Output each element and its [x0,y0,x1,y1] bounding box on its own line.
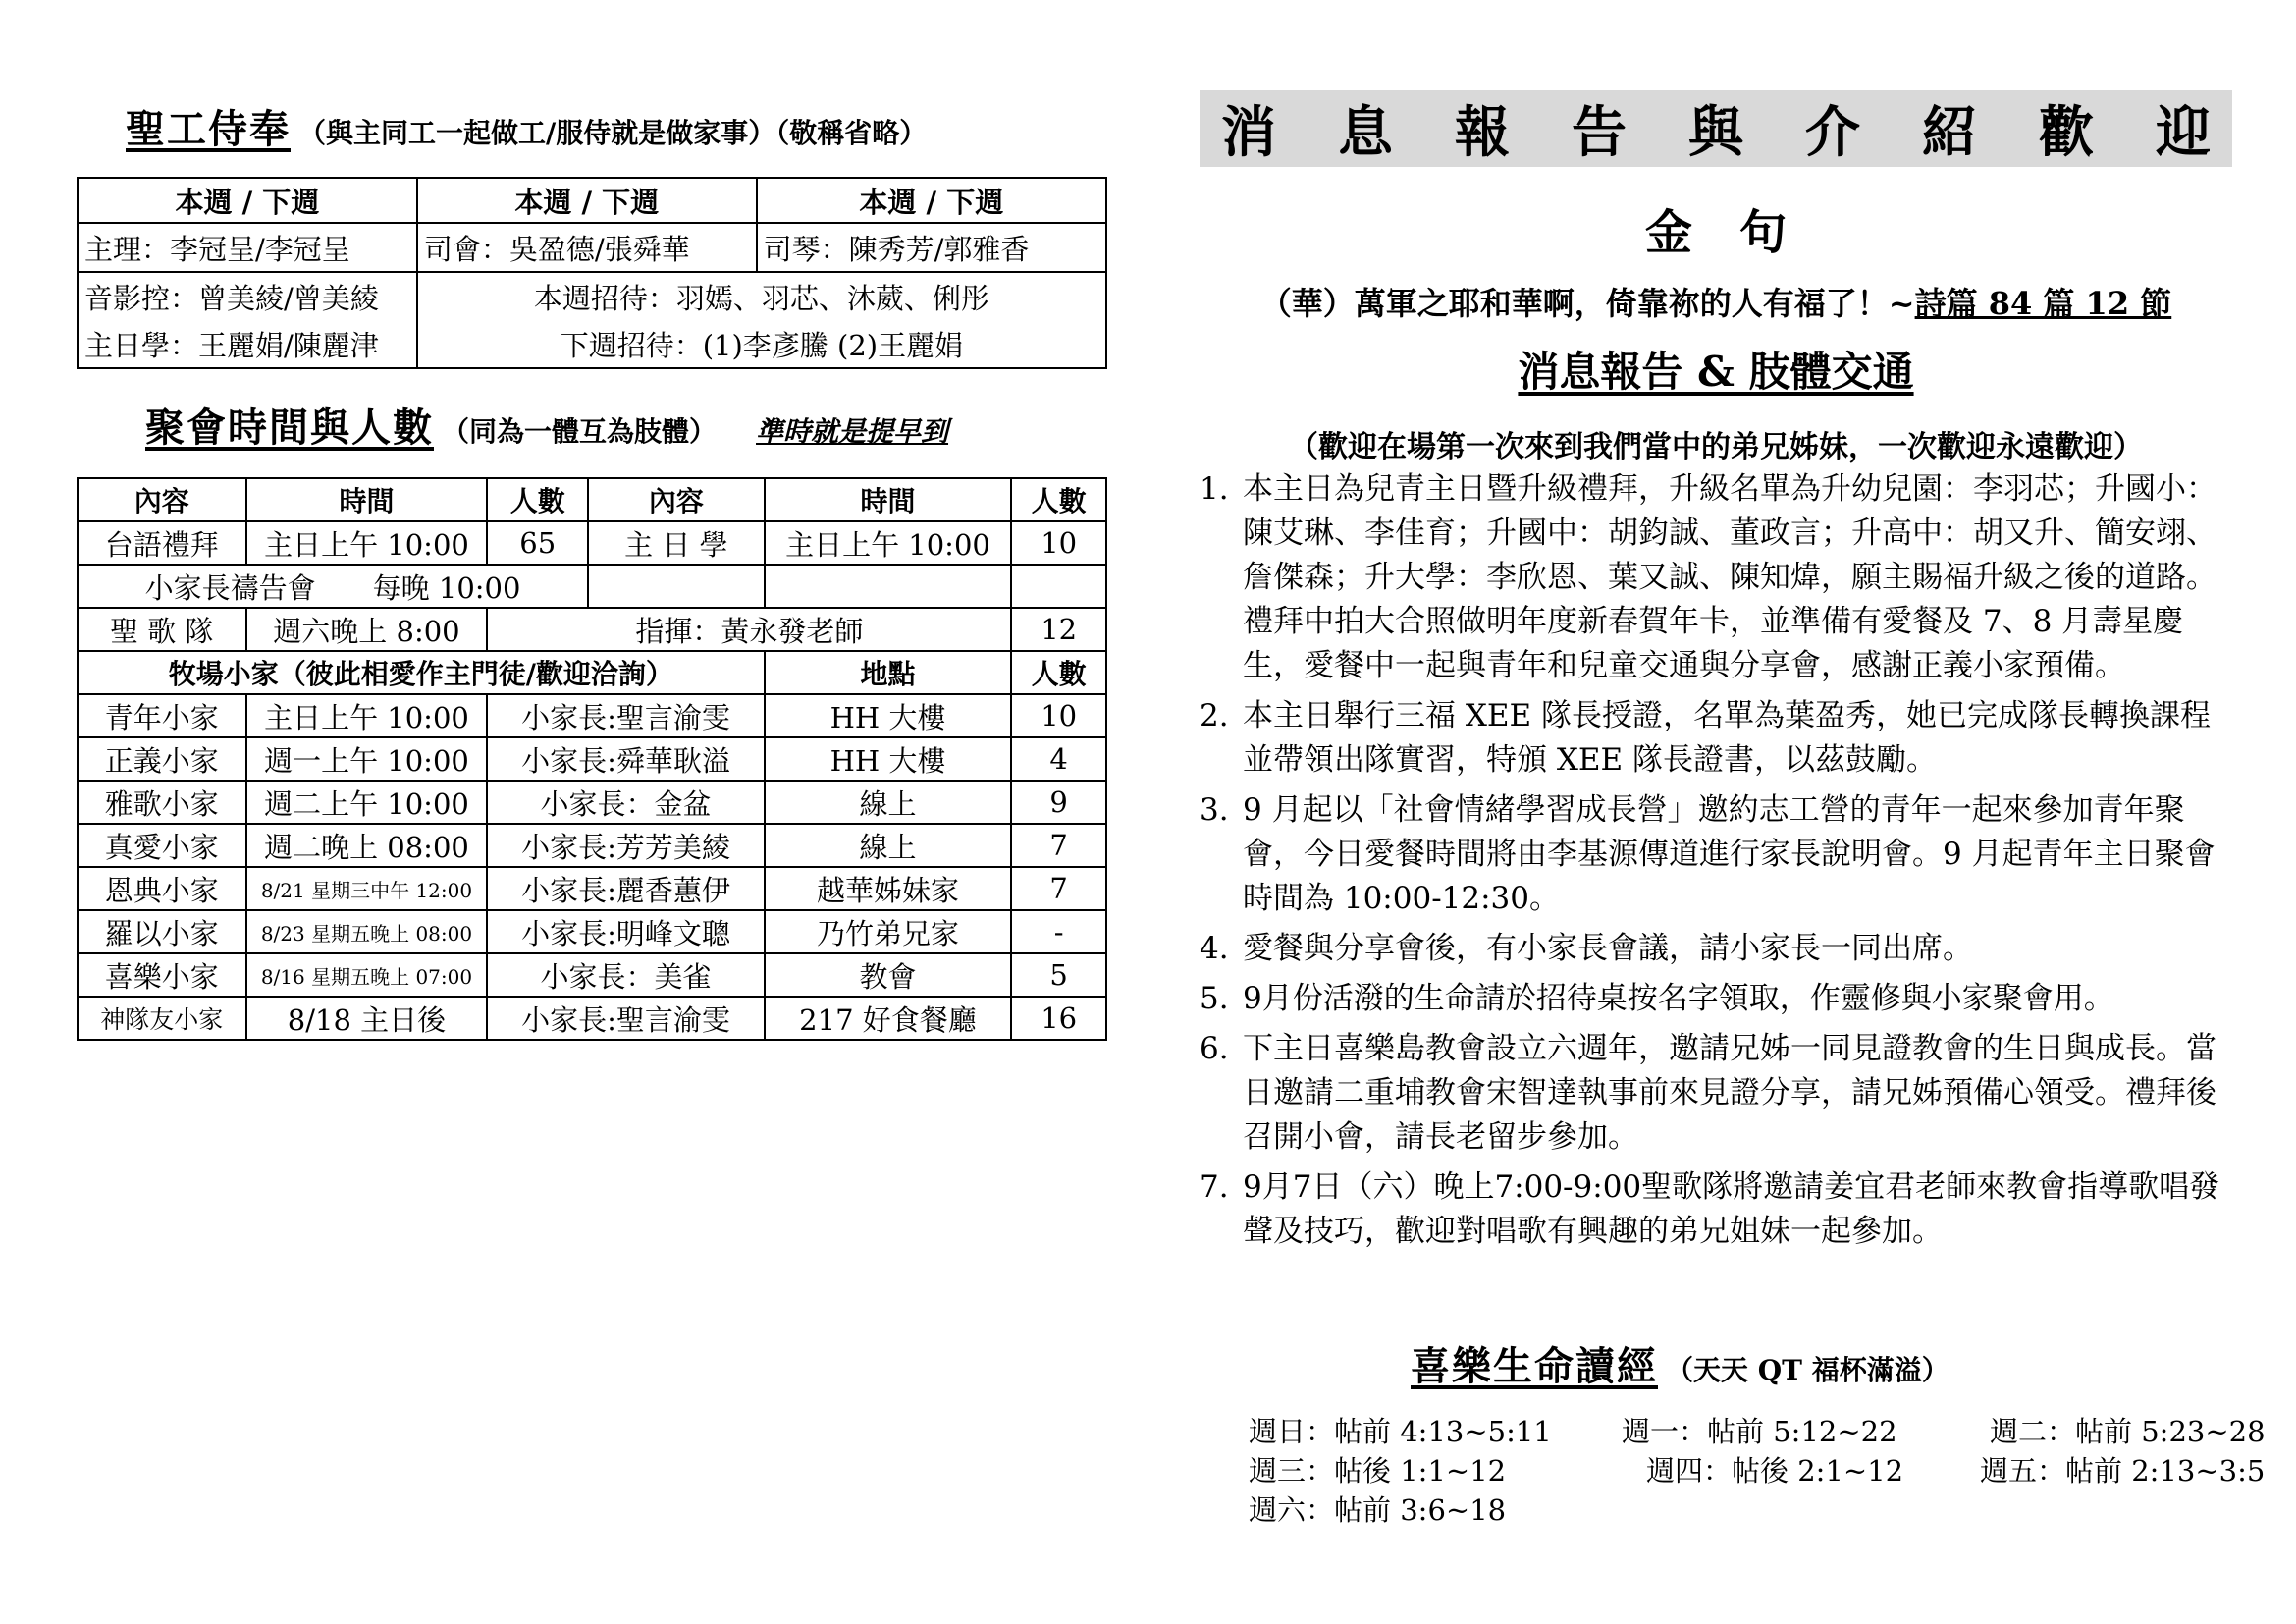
group-leader: 小家長:麗香蕙伊 [487,867,764,910]
announcement-item: 2. 本主日舉行三福 XEE 隊長授證，名單為葉盈秀，她已完成隊長轉換課程並帶領出隊實習，特頒 XEE 隊長證書，以茲鼓勵。 [1200,694,2232,783]
qt-heading [1411,1335,1949,1391]
schedule-cell: 主日上午 10:00 [246,521,488,565]
qt-reading: 週四：帖後 2:1~12 [1646,1454,1904,1488]
schedule-header-row [78,478,1106,521]
group-name: 神隊友小家 [78,997,246,1040]
schedule-cell [588,565,765,608]
group-row [78,867,1106,910]
qt-reading: 週五：帖前 2:13~3:5 [1980,1454,2266,1488]
group-leader: 小家長：美雀 [487,953,764,997]
news-title: 消息報告 & 肢體交通 [1518,348,1914,396]
group-time: 週二上午 10:00 [246,781,488,824]
qt-reading: 週日：帖前 4:13~5:11 [1249,1415,1552,1448]
group-count: 7 [1011,867,1106,910]
golden-verse-title: 金 句 [1644,205,1787,260]
group-header: 牧場小家（彼此相愛作主門徒/歡迎洽詢） [78,651,765,694]
group-count: - [1011,910,1106,953]
group-place: 教會 [765,953,1012,997]
banner-char: 報 [1455,100,1510,165]
group-name: 正義小家 [78,737,246,781]
duty-header: 本週 / 下週 [417,178,757,223]
group-name: 恩典小家 [78,867,246,910]
group-time: 主日上午 10:00 [246,694,488,737]
schedule-header: 時間 [765,478,1012,521]
group-place: HH 大樓 [765,694,1012,737]
announcement-item: 1. 本主日為兒青主日暨升級禮拜，升級名單為升幼兒園：李羽芯；升國小：陳艾琳、李佳育；升國中：胡鈞誠、董政言；升高中：胡又升、簡安翊、詹傑森；升大學：李欣恩、葉又誠、陳知煒，願主賜福升級之後的道路。禮拜中拍大合照做明年度新春賀年卡，並準備有愛餐及 7、8 月壽星慶生，愛餐中一起與青年和兒童交通與分享會，感謝正義小家預備。 [1200,467,2232,688]
schedule-table [77,477,1107,1041]
meeting-slogan: 準時就是提早到 [756,415,949,448]
schedule-cell: 台語禮拜 [78,521,246,565]
qt-reading: 週二：帖前 5:23~28 [1990,1415,2266,1448]
banner-char: 息 [1338,100,1393,165]
group-row [78,910,1106,953]
group-count: 9 [1011,781,1106,824]
duty-row [78,223,1106,272]
duty-header-row [78,178,1106,223]
schedule-row [78,565,1106,608]
schedule-header: 時間 [246,478,488,521]
group-place: HH 大樓 [765,737,1012,781]
welcome-line: （歡迎在場第一次來到我們當中的弟兄姊妹，一次歡迎永遠歡迎） [1289,430,2143,464]
verse-text: （華）萬軍之耶和華啊，倚靠祢的人有福了！~ [1259,285,1915,322]
announcement-item: 5. 9月份活潑的生命請於招待桌按名字領取，作靈修與小家聚會用。 [1200,977,2232,1021]
schedule-cell [765,565,1012,608]
group-count: 7 [1011,824,1106,867]
schedule-cell [1011,565,1106,608]
duty-cell: 下週招待：(1)李彥騰 (2)王麗娟 [417,320,1106,368]
group-time: 8/18 主日後 [246,997,488,1040]
schedule-cell: 12 [1011,608,1106,651]
announcement-text: 9月份活潑的生命請於招待桌按名字領取，作靈修與小家聚會用。 [1243,981,2114,1016]
group-row [78,737,1106,781]
schedule-row [78,608,1106,651]
qt-subtitle: （天天 QT 福杯滿溢） [1666,1354,1949,1386]
group-place: 乃竹弟兄家 [765,910,1012,953]
duty-header: 本週 / 下週 [78,178,417,223]
schedule-cell: 65 [487,521,588,565]
duty-cell: 本週招待：羽嫣、羽芯、沐葳、俐彤 [417,272,1106,320]
meeting-heading [145,397,948,453]
announcement-text: 本主日為兒青主日暨升級禮拜，升級名單為升幼兒園：李羽芯；升國小：陳艾琳、李佳育；升國中：胡鈞誠、董政言；升高中：胡又升、簡安翊、詹傑森；升大學：李欣恩、葉又誠、陳知煒，願主賜福升級之後的道路。禮拜中拍大合照做明年度新春賀年卡，並準備有愛餐及 7、8 月壽星慶生，愛餐中一起與青年和兒童交通與分享會，感謝正義小家預備。 [1243,471,2216,683]
duty-cell: 司琴：陳秀芳/郭雅香 [757,223,1106,272]
group-row [78,997,1106,1040]
announcement-item: 4. 愛餐與分享會後，有小家長會議，請小家長一同出席。 [1200,927,2232,971]
group-name: 喜樂小家 [78,953,246,997]
group-count: 16 [1011,997,1106,1040]
group-count: 5 [1011,953,1106,997]
schedule-header: 人數 [487,478,588,521]
group-leader: 小家長：金盆 [487,781,764,824]
announcement-text: 下主日喜樂島教會設立六週年，邀請兄姊一同見證教會的生日與成長。當日邀請二重埔教會宋智達執事前來見證分享，請兄姊預備心領受。禮拜後召開小會，請長老留步參加。 [1243,1031,2216,1155]
group-place: 越華姊妹家 [765,867,1012,910]
group-place: 線上 [765,824,1012,867]
group-name: 羅以小家 [78,910,246,953]
duty-cell: 司會：吳盈德/張舜華 [417,223,757,272]
schedule-cell: 主 日 學 [588,521,765,565]
group-name: 青年小家 [78,694,246,737]
announcement-item: 3. 9 月起以「社會情緒學習成長營」邀約志工營的青年一起來參加青年聚會，今日愛餐時間將由李基源傳道進行家長說明會。9 月起青年主日聚會時間為 10:00-12:30。 [1200,788,2232,921]
schedule-cell: 聖 歌 隊 [78,608,246,651]
banner-char: 迎 [2156,100,2211,165]
group-header-row [78,651,1106,694]
golden-verse [1200,279,2232,324]
banner-char: 紹 [1922,100,1977,165]
qt-title: 喜樂生命讀經 [1411,1343,1658,1389]
group-leader: 小家長:明峰文聰 [487,910,764,953]
group-name: 真愛小家 [78,824,246,867]
announcement-list [1200,467,2232,1260]
group-header: 地點 [765,651,1012,694]
group-time: 週一上午 10:00 [246,737,488,781]
group-leader: 小家長:聖言渝雯 [487,694,764,737]
schedule-cell: 10 [1011,521,1106,565]
group-place: 217 好食餐廳 [765,997,1012,1040]
meeting-title: 聚會時間與人數 [145,405,434,451]
duty-header: 本週 / 下週 [757,178,1106,223]
group-time: 8/16 星期五晚上 07:00 [246,953,488,997]
qt-reading: 週一：帖前 5:12~22 [1622,1415,1897,1448]
announcement-item: 6. 下主日喜樂島教會設立六週年，邀請兄姊一同見證教會的生日與成長。當日邀請二重埔教會宋智達執事前來見證分享，請兄姊預備心領受。禮拜後召開小會，請長老留步參加。 [1200,1027,2232,1160]
banner-char: 與 [1688,100,1743,165]
group-leader: 小家長:舜華耿溢 [487,737,764,781]
duty-cell: 主理：李冠呈/李冠呈 [78,223,417,272]
schedule-cell: 主日上午 10:00 [765,521,1012,565]
announcement-text: 愛餐與分享會後，有小家長會議，請小家長一同出席。 [1243,931,1973,966]
banner-char: 消 [1221,100,1276,165]
schedule-header: 人數 [1011,478,1106,521]
schedule-cell: 指揮：黃永發老師 [487,608,1011,651]
service-subtitle: （與主同工一起做工/服侍就是做家事）（敬稱省略） [298,117,928,149]
schedule-cell: 小家長禱告會 每晚 10:00 [78,565,588,608]
duty-row [78,320,1106,368]
announcement-banner [1200,90,2232,167]
announcement-text: 9 月起以「社會情緒學習成長營」邀約志工營的青年一起來參加青年聚會，今日愛餐時間將由李基源傳道進行家長說明會。9 月起青年主日聚會時間為 10:00-12:30。 [1243,792,2216,916]
banner-char: 介 [1805,100,1860,165]
qt-reading: 週六：帖前 3:6~18 [1249,1493,1507,1527]
service-heading [126,98,927,154]
verse-reference: 詩篇 84 篇 12 節 [1914,285,2172,322]
duty-row [78,272,1106,320]
qt-reading: 週三：帖後 1:1~12 [1249,1454,1507,1488]
banner-char: 告 [1572,100,1627,165]
schedule-row [78,521,1106,565]
meeting-subtitle: （同為一體互為肢體） [442,415,718,448]
schedule-cell: 週六晚上 8:00 [246,608,488,651]
group-count: 10 [1011,694,1106,737]
duty-cell: 主日學：王麗娟/陳麗津 [78,320,417,368]
announcement-text: 本主日舉行三福 XEE 隊長授證，名單為葉盈秀，她已完成隊長轉換課程並帶領出隊實習，特頒 XEE 隊長證書，以茲鼓勵。 [1243,698,2212,778]
group-row [78,824,1106,867]
group-row [78,953,1106,997]
group-time: 8/21 星期三中午 12:00 [246,867,488,910]
group-count: 4 [1011,737,1106,781]
group-leader: 小家長:聖言渝雯 [487,997,764,1040]
group-leader: 小家長:芳芳美綾 [487,824,764,867]
duty-table [77,177,1107,369]
schedule-header: 內容 [588,478,765,521]
group-place: 線上 [765,781,1012,824]
announcement-text: 9月7日（六）晚上7:00-9:00聖歌隊將邀請姜宜君老師來教會指導歌唱發聲及技巧，歡迎對唱歌有興趣的弟兄姐妹一起參加。 [1243,1169,2220,1249]
schedule-header: 內容 [78,478,246,521]
group-row [78,781,1106,824]
service-title: 聖工侍奉 [126,106,291,152]
group-row [78,694,1106,737]
group-header: 人數 [1011,651,1106,694]
announcement-item: 7. 9月7日（六）晚上7:00-9:00聖歌隊將邀請姜宜君老師來教會指導歌唱發聲及技巧，歡迎對唱歌有興趣的弟兄姐妹一起參加。 [1200,1165,2232,1254]
group-time: 週二晚上 08:00 [246,824,488,867]
group-time: 8/23 星期五晚上 08:00 [246,910,488,953]
banner-char: 歡 [2039,100,2094,165]
group-name: 雅歌小家 [78,781,246,824]
duty-cell: 音影控：曾美綾/曾美綾 [78,272,417,320]
